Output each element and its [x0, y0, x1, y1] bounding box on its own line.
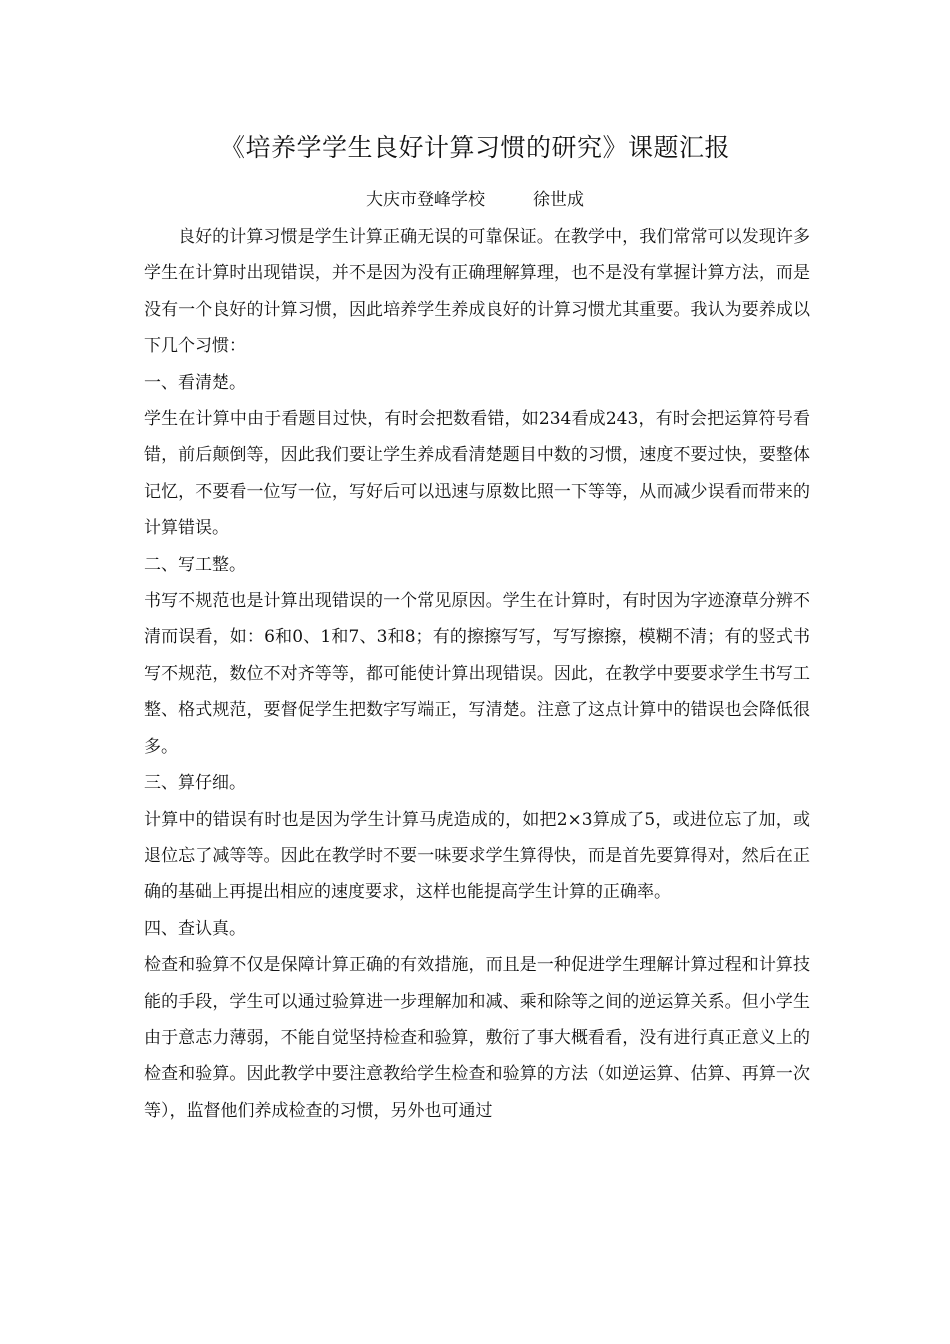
- section-paragraph: 学生在计算中由于看题目过快，有时会把数看错，如234看成243，有时会把运算符号看错，前后颠倒等，因此我们要让学生养成看清楚题目中数的习惯，速度不要过快，要整体记忆，不要看一位写一位，写好后可以迅速与原数比照一下等等，从而减少误看而带来的计算错误。: [144, 409, 810, 539]
- byline: [0, 186, 950, 214]
- section-heading: 二、写工整。: [144, 554, 246, 575]
- section-heading: 四、查认真。: [144, 918, 246, 939]
- intro-paragraph: 良好的计算习惯是学生计算正确无误的可靠保证。在教学中，我们常常可以发现许多学生在计算时出现错误，并不是因为没有正确理解算理，也不是没有掌握计算方法，而是没有一个良好的计算习惯，因此培养学生养成良好的计算习惯尤其重要。我认为要养成以下几个习惯：: [144, 227, 810, 357]
- document-body: [144, 219, 810, 1129]
- section-paragraph: 检查和验算不仅是保障计算正确的有效措施，而且是一种促进学生理解计算过程和计算技能的手段，学生可以通过验算进一步理解加和减、乘和除等之间的逆运算关系。但小学生由于意志力薄弱，不能自觉坚持检查和验算，敷衍了事大概看看，没有进行真正意义上的检查和验算。因此教学中要注意教给学生检查和验算的方法（如逆运算、估算、再算一次等），监督他们养成检查的习惯，另外也可通过: [144, 955, 810, 1121]
- school-name: 大庆市登峰学校: [366, 190, 485, 210]
- section-paragraph: 书写不规范也是计算出现错误的一个常见原因。学生在计算时，有时因为字迹潦草分辨不清而误看，如：6和0、1和7、3和8；有的擦擦写写，写写擦擦，模糊不清；有的竖式书写不规范，数位不对齐等等，都可能使计算出现错误。因此，在教学中要要求学生书写工整、格式规范，要督促学生把数字写端正，写清楚。注意了这点计算中的错误也会降低很多。: [144, 591, 810, 757]
- section-heading: 三、算仔细。: [144, 773, 246, 794]
- section-paragraph: 计算中的错误有时也是因为学生计算马虎造成的，如把2×3算成了5，或进位忘了加，或退位忘了减等等。因此在教学时不要一味要求学生算得快，而是首先要算得对，然后在正确的基础上再提出相应的速度要求，这样也能提高学生计算的正确率。: [144, 809, 810, 903]
- section-heading: 一、看清楚。: [144, 372, 246, 393]
- author-name: 徐世成: [533, 190, 584, 210]
- document-title: 《培养学学生良好计算习惯的研究》课题汇报: [219, 133, 730, 162]
